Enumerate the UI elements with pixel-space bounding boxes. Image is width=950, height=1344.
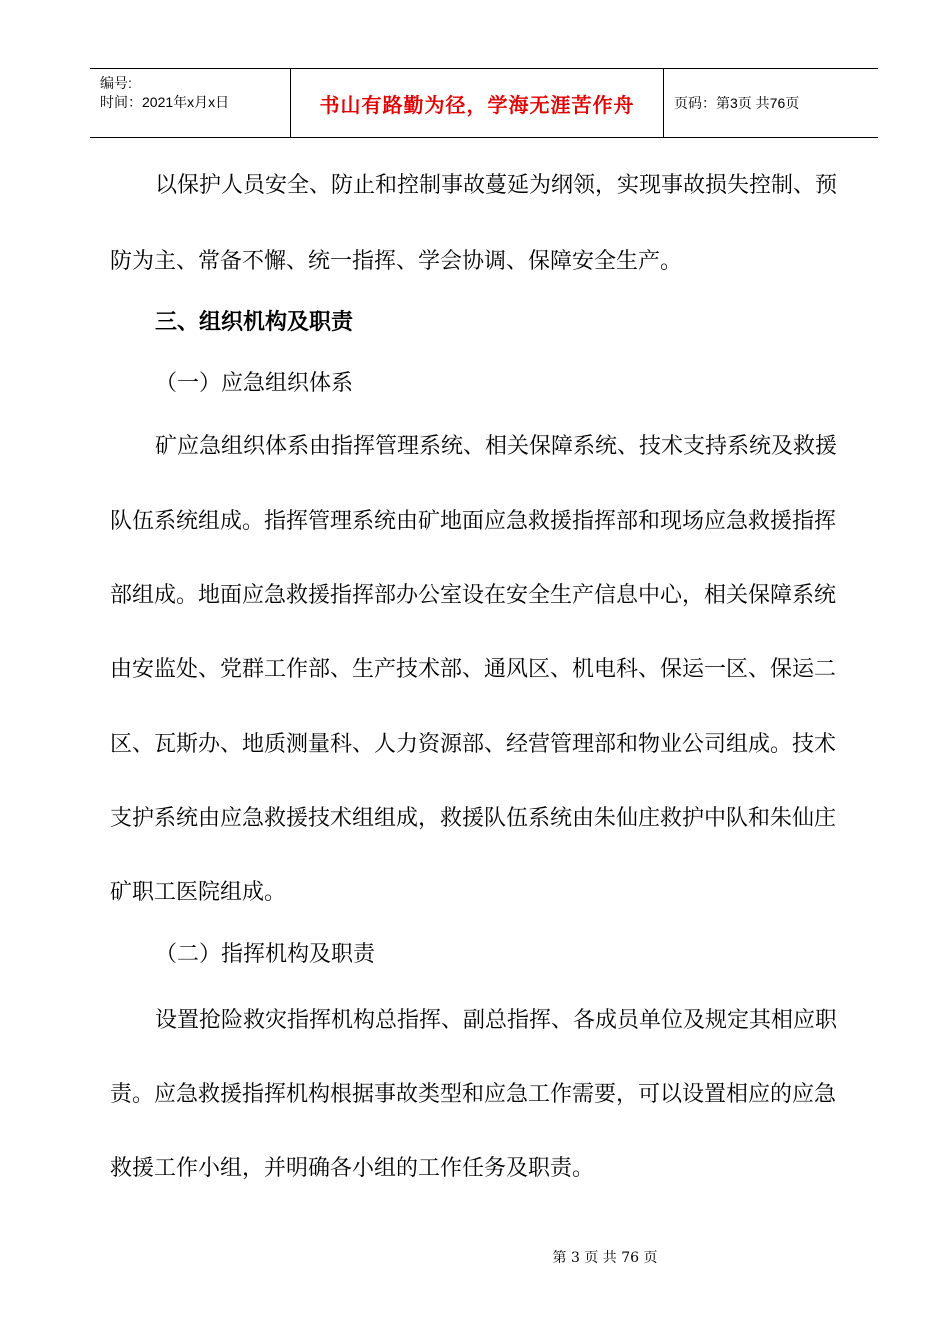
- paragraph-line: 以保护人员安全、防止和控制事故蔓延为纲领，实现事故损失控制、预: [155, 173, 838, 198]
- header-page-cell: [664, 69, 878, 137]
- page-footer: [0, 1247, 950, 1267]
- paragraph-line: 矿职工医院组成。: [110, 880, 287, 905]
- document-id-label: 编号:: [100, 75, 132, 91]
- paragraph-line: 支护系统由应急救援技术组组成，救援队伍系统由朱仙庄救护中队和朱仙庄: [110, 806, 837, 831]
- section-heading: 三、组织机构及职责: [155, 309, 354, 335]
- document-time-label: 时间：2021年x月x日: [100, 94, 230, 110]
- document-header: [90, 68, 878, 138]
- paragraph-line: 区、瓦斯办、地质测量科、人力资源部、经营管理部和物业公司组成。技术: [110, 732, 837, 757]
- paragraph-line: 队伍系统组成。指挥管理系统由矿地面应急救援指挥部和现场应急救援指挥: [110, 509, 837, 534]
- paragraph-line: 设置抢险救灾指挥机构总指挥、副总指挥、各成员单位及规定其相应职: [155, 1008, 838, 1033]
- paragraph-line: 部组成。地面应急救援指挥部办公室设在安全生产信息中心，相关保障系统: [110, 583, 837, 608]
- paragraph-line: 由安监处、党群工作部、生产技术部、通风区、机电科、保运一区、保运二: [110, 657, 837, 682]
- header-page-info: 页码：第3页 共76页: [674, 95, 800, 111]
- header-motto: 书山有路勤为径，学海无涯苦作舟: [319, 92, 635, 117]
- paragraph-line: 救援工作小组，并明确各小组的工作任务及职责。: [110, 1156, 595, 1181]
- subsection-heading: （一）应急组织体系: [155, 371, 354, 396]
- paragraph-line: 防为主、常备不懈、统一指挥、学会协调、保障安全生产。: [110, 249, 683, 274]
- subsection-heading: （二）指挥机构及职责: [155, 942, 376, 967]
- paragraph-line: 责。应急救援指挥机构根据事故类型和应急工作需要，可以设置相应的应急: [110, 1082, 837, 1107]
- footer-page-number: 第 3 页 共 76 页: [552, 1250, 658, 1266]
- header-motto-cell: [291, 69, 664, 137]
- header-meta-cell: [90, 69, 291, 137]
- paragraph-line: 矿应急组织体系由指挥管理系统、相关保障系统、技术支持系统及救援: [155, 434, 838, 459]
